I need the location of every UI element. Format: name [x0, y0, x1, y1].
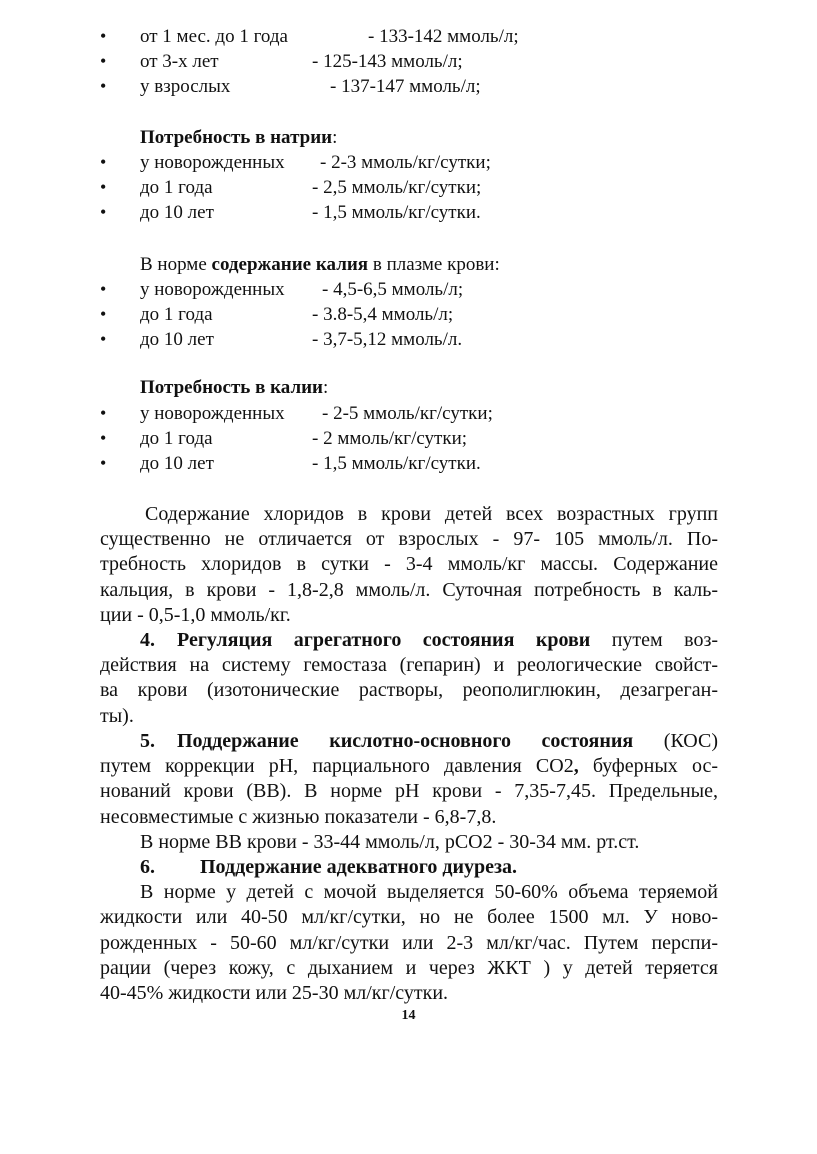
norm-value: - 125-143 ммоль/л;	[312, 51, 463, 72]
page-number: 14	[401, 1008, 416, 1023]
need-value: - 2-3 ммоль/кг/сутки;	[320, 152, 491, 173]
bullet: •	[100, 26, 107, 46]
bullet: •	[100, 304, 107, 324]
bullet: •	[100, 453, 107, 473]
age-label: до 1 года	[140, 428, 213, 449]
section-first-line	[100, 628, 718, 653]
section-title: Регуляция агрегатного состояния крови	[177, 629, 591, 651]
text-line: ва крови (изотонические растворы, реополиглюкин, дезагреган-	[100, 679, 718, 702]
heading-bold: содержание калия	[211, 254, 369, 275]
text-line: требность хлоридов в сутки - 3-4 ммоль/кг массы. Содержание	[100, 553, 718, 576]
text-fragment-bold: ,	[573, 755, 579, 778]
text-fragment: путем воз-	[590, 629, 719, 651]
age-label: до 1 года	[140, 177, 213, 198]
text-line: рожденных - 50-60 мл/кг/сутки или 2-3 мл/кг/час. Путем перспи-	[100, 931, 718, 954]
section-number: 6.	[140, 856, 155, 878]
text-line: рации (через кожу, с дыханием и через ЖКТ ) у детей теряется	[100, 956, 718, 979]
need-value: - 1,5 ммоль/кг/сутки.	[312, 453, 481, 474]
age-label: у новорожденных	[140, 403, 285, 424]
age-label: от 3-х лет	[140, 51, 219, 72]
bullet: •	[100, 76, 107, 96]
heading-tail: :	[332, 127, 338, 148]
age-label: до 1 года	[140, 304, 213, 325]
need-value: - 2 ммоль/кг/сутки;	[312, 428, 468, 449]
bullet: •	[100, 177, 107, 197]
text-line: В норме у детей с мочой выделяется 50-60% объема теряемой	[140, 881, 718, 904]
need-value: - 2-5 ммоль/кг/сутки;	[322, 403, 493, 424]
bullet: •	[100, 329, 107, 349]
age-label: до 10 лет	[140, 202, 214, 223]
norm-value: - 137-147 ммоль/л;	[330, 76, 481, 97]
heading-tail: :	[323, 377, 329, 398]
text-line: ты).	[100, 704, 134, 727]
age-label: до 10 лет	[140, 453, 214, 474]
age-label: у взрослых	[140, 76, 231, 97]
text-line: несовместимые с жизнью показатели - 6,8-7,8.	[100, 805, 497, 828]
text-line	[100, 754, 718, 779]
section-first-line	[100, 729, 718, 754]
norm-value: - 133-142 ммоль/л;	[368, 26, 519, 47]
text-line: жидкости или 40-50 мл/кг/сутки, но не более 1500 мл. У ново-	[100, 906, 718, 929]
bullet: •	[100, 51, 107, 71]
bullet: •	[100, 202, 107, 222]
heading-post: в плазме крови:	[368, 254, 500, 275]
norm-value: - 4,5-6,5 ммоль/л;	[322, 279, 464, 300]
age-label: до 10 лет	[140, 329, 214, 350]
sodium-need-heading	[140, 125, 337, 150]
bullet: •	[100, 152, 107, 172]
text-line: 40-45% жидкости или 25-30 мл/кг/сутки.	[100, 981, 449, 1004]
section-5	[100, 729, 718, 855]
text-line: существенно не отличается от взрослых - 97- 105 ммоль/л. По-	[100, 528, 718, 551]
section-4	[100, 628, 718, 729]
chlorides-paragraph	[100, 502, 718, 628]
text-line: В норме ВВ крови - 33-44 ммоль/л, рСО2 - 30-34 мм. рт.ст.	[140, 830, 640, 853]
text-line: кальция, в крови - 1,8-2,8 ммоль/л. Суточная потребность в каль-	[100, 578, 718, 601]
section-6	[100, 855, 718, 1006]
text-line: действия на систему гемостаза (гепарин) и реологические свойст-	[100, 654, 718, 677]
section-number: 4.	[140, 629, 155, 651]
section-first-line	[100, 855, 718, 880]
age-label: от 1 мес. до 1 года	[140, 26, 288, 47]
text-fragment: буферных ос-	[578, 755, 718, 778]
heading-bold: Потребность в натрии	[140, 127, 333, 148]
potassium-norm-heading	[140, 252, 500, 277]
text-line: нований крови (ВВ). В норме рН крови - 7,35-7,45. Предельные,	[100, 780, 718, 803]
age-label: у новорожденных	[140, 279, 285, 300]
text-fragment: путем коррекции рН, парциального давления СО2	[100, 755, 574, 778]
text-line: Содержание хлоридов в крови детей всех возрастных групп	[145, 503, 718, 525]
potassium-need-heading	[140, 375, 328, 400]
section-title: Поддержание кислотно-основного состояния	[177, 730, 634, 752]
need-value: - 1,5 ммоль/кг/сутки.	[312, 202, 481, 223]
bullet: •	[100, 428, 107, 448]
norm-value: - 3.8-5,4 ммоль/л;	[312, 304, 454, 325]
section-number: 5.	[140, 730, 155, 752]
text-fragment: (КОС)	[633, 730, 718, 752]
need-value: - 2,5 ммоль/кг/сутки;	[312, 177, 482, 198]
heading-pre: В норме	[140, 254, 212, 275]
heading-bold: Потребность в калии	[140, 377, 323, 398]
section-title: Поддержание адекватного диуреза.	[200, 856, 518, 878]
norm-value: - 3,7-5,12 ммоль/л.	[312, 329, 463, 350]
text-line: ции - 0,5-1,0 ммоль/кг.	[100, 603, 291, 626]
bullet: •	[100, 279, 107, 299]
age-label: у новорожденных	[140, 152, 285, 173]
bullet: •	[100, 403, 107, 423]
